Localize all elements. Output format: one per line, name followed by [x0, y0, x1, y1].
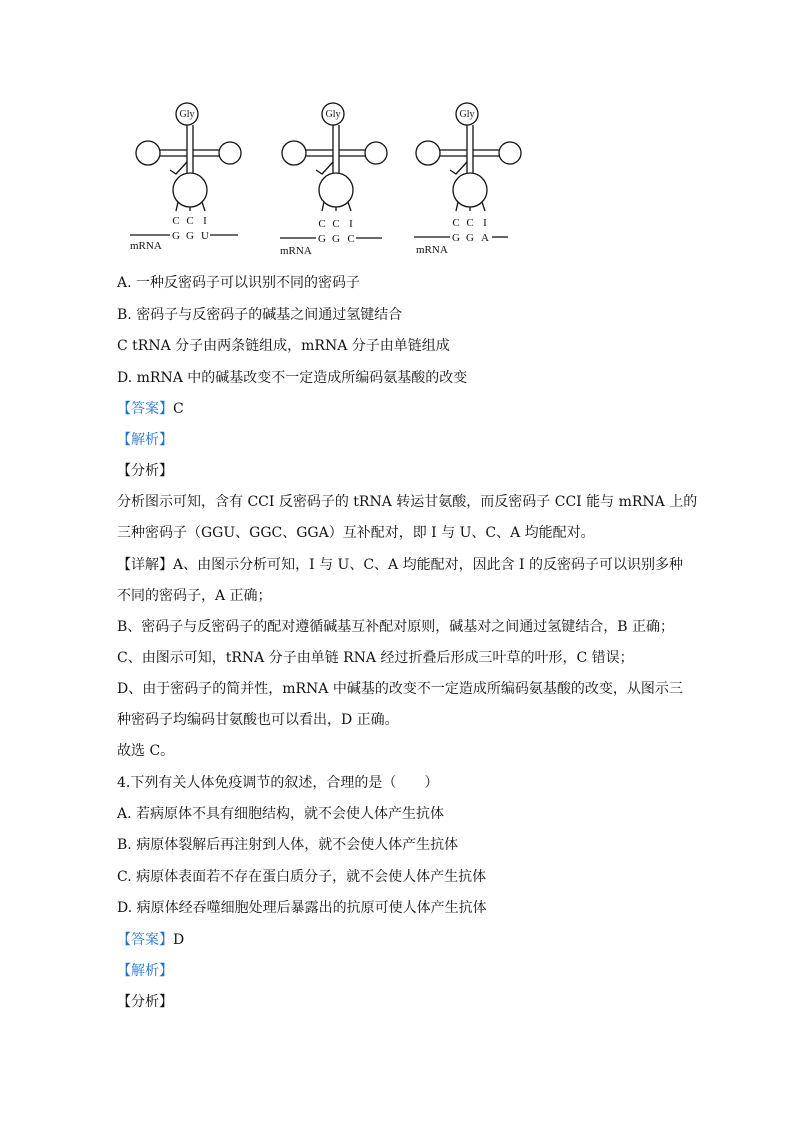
q3-option-d: D. mRNA 中的碱基改变不一定造成所编码氨基酸的改变: [117, 370, 468, 386]
q4-option-c: C. 病原体表面若不存在蛋白质分子，就不会使人体产生抗体: [117, 869, 487, 885]
codon-base: G: [318, 233, 326, 245]
q3-option-c: C tRNA 分子由两条链组成，mRNA 分子由单链组成: [117, 338, 450, 354]
q4-stem: 4.下列有关人体免疫调节的叙述，合理的是（ ）: [117, 775, 439, 791]
anticodon-base: C: [466, 217, 474, 229]
q3-detail-c: C、由图示可知，tRNA 分子由单链 RNA 经过折叠后形成三叶草的叶形，C 错误；: [117, 650, 634, 666]
codon-base: G: [466, 232, 474, 244]
q3-option-a: A. 一种反密码子可以识别不同的密码子: [117, 275, 361, 291]
amino-acid-label: Gly: [325, 109, 341, 120]
q3-detail-d-line-2: 种密码子均编码甘氨酸也可以看出，D 正确。: [117, 712, 399, 728]
answer-value: C: [173, 401, 184, 417]
mrna-label: mRNA: [130, 240, 162, 252]
detail-text: A、由图示分析可知，I 与 U、C、A 均能配对，因此含 I 的反密码子可以识别多种: [173, 557, 684, 573]
trna-figure: [120, 98, 540, 260]
q3-detail-d-line-1: D、由于密码子的简并性，mRNA 中碱基的改变不一定造成所编码氨基酸的改变，从图示三: [117, 681, 683, 697]
anticodon-base: C: [332, 218, 340, 230]
q4-option-b: B. 病原体裂解后再注射到人体，就不会使人体产生抗体: [117, 837, 459, 853]
q3-fenxi-tag: 【分析】: [117, 463, 173, 479]
detail-tag: 【详解】: [117, 557, 173, 573]
codon-base: A: [481, 232, 489, 244]
codon-base: G: [186, 230, 194, 242]
codon-base: C: [347, 233, 355, 245]
q4-option-d: D. 病原体经吞噬细胞处理后暴露出的抗原可使人体产生抗体: [117, 900, 487, 916]
codon-base: U: [201, 230, 209, 242]
mrna-label: mRNA: [416, 244, 448, 256]
answer-value: D: [173, 932, 185, 948]
q3-detail-b: B、密码子与反密码子的配对遵循碱基互补配对原则，碱基对之间通过氢键结合，B 正确；: [117, 619, 675, 635]
q3-detail-line-2: 不同的密码子，A 正确；: [117, 588, 272, 604]
anticodon-base: C: [318, 218, 326, 230]
q3-fenxi-line-1: 分析图示可知，含有 CCI 反密码子的 tRNA 转运甘氨酸，而反密码子 CCI 能与 mRNA 上的: [117, 494, 698, 510]
q4-option-a: A. 若病原体不具有细胞结构，就不会使人体产生抗体: [117, 806, 445, 822]
anticodon-base: C: [186, 215, 194, 227]
amino-acid-label: Gly: [179, 109, 195, 120]
mrna-label: mRNA: [280, 245, 312, 257]
q3-answer: [117, 399, 184, 419]
codon-base: G: [332, 233, 340, 245]
q3-conclusion: 故选 C。: [117, 743, 175, 759]
anticodon-base: I: [483, 217, 487, 229]
q4-fenxi-tag: 【分析】: [117, 994, 173, 1010]
q3-option-b: B. 密码子与反密码子的碱基之间通过氢键结合: [117, 307, 403, 323]
anticodon-base: C: [172, 215, 180, 227]
trna-diagram: [120, 98, 540, 260]
q4-answer: [117, 930, 184, 950]
answer-tag: 【答案】: [117, 932, 173, 948]
anticodon-base: C: [452, 217, 460, 229]
q3-detail-line-1: [117, 555, 683, 575]
anticodon-base: I: [203, 215, 207, 227]
codon-base: G: [452, 232, 460, 244]
q4-analysis-tag: 【解析】: [117, 963, 173, 979]
amino-acid-label: Gly: [459, 109, 475, 120]
q3-fenxi-line-2: 三种密码子（GGU、GGC、GGA）互补配对，即 I 与 U、C、A 均能配对。: [117, 525, 595, 541]
codon-base: G: [172, 230, 180, 242]
anticodon-base: I: [349, 218, 353, 230]
answer-tag: 【答案】: [117, 401, 173, 417]
q3-analysis-tag: 【解析】: [117, 432, 173, 448]
